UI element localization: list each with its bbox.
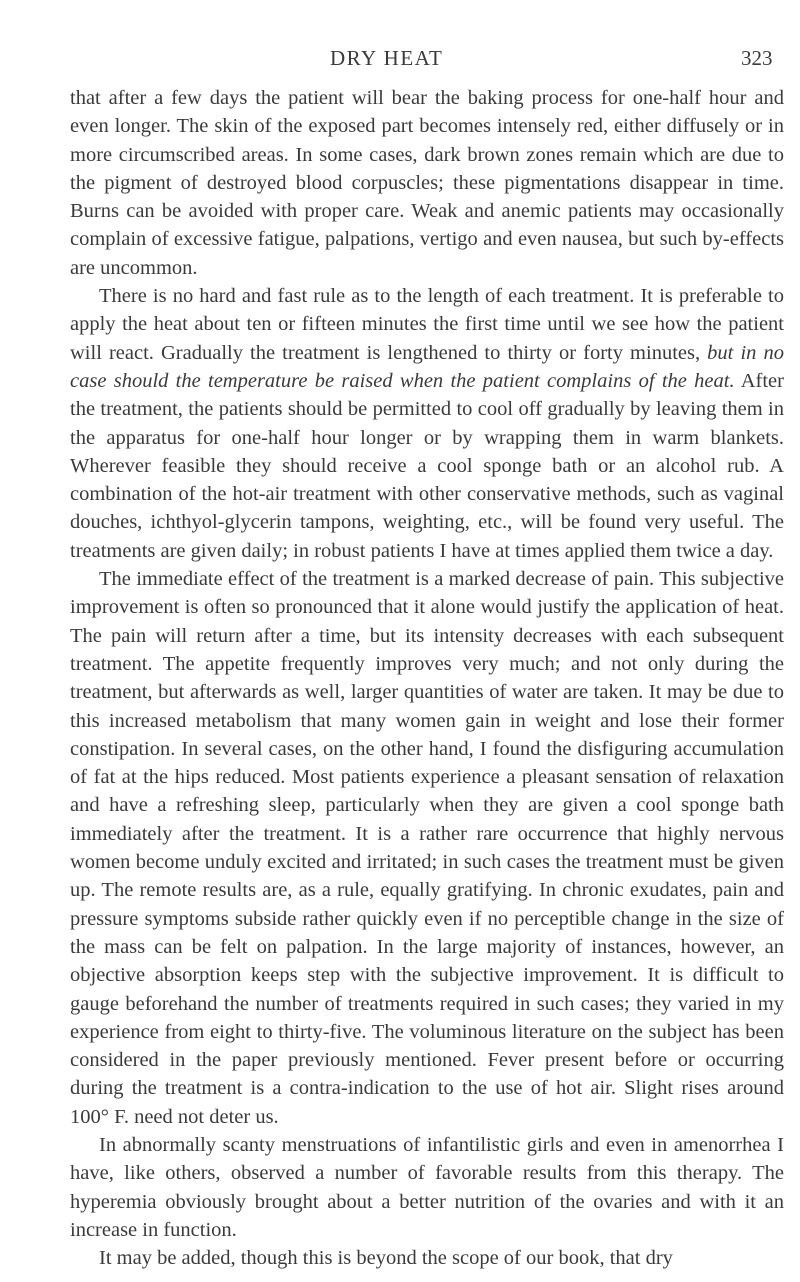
paragraph: It may be added, though this is beyond the scope of our book, that dry (99, 1247, 673, 1270)
paragraph: The immediate effect of the treatment is a marked decrease of pain. This subjective improvement is often so pronounced that it alone would justify the application of heat. The pain will return after a time, but its intensity decreases with each subsequent treatment. The appetite frequently improves very much; and not only during the treatment, but afterwards as well, larger quantities of water are taken. It may be due to this increased metabolism that many women gain in weight and lose their former constipation. In several cases, on the other hand, I found the disfiguring accumulation of fat at the hips reduced. Most patients experience a pleasant sensation of relaxation and have a refreshing sleep, particularly when they are given a cool sponge bath immediately after the treatment. It is a rather rare occurrence that highly nervous women become unduly excited and irritated; in such cases the treatment must be given up. The remote results are, as a rule, equally gratifying. In chronic exudates, pain and pressure symptoms subside rather quickly even if no perceptible change in the size of the mass can be felt on palpation. In the large majority of instances, however, an objective absorption keeps step with the subjective improvement. It is difficult to gauge beforehand the number of treatments required in such cases; they varied in my experience from eight to thirty-five. The voluminous literature on the subject has been considered in the paper previously mentioned. Fever present before or occurring during the treatment is a contra-indication to the use of hot air. Slight rises around 100° F. need not deter us. (70, 568, 784, 1128)
running-head (0, 46, 800, 76)
paragraph: In abnormally scanty menstruations of infantilistic girls and even in amenorrhea I have, like others, observed a number of favorable results from this therapy. The hyperemia obviously brought about a better nutrition of the ovaries and with it an increase in function. (70, 1133, 784, 1241)
italic-emphasis: but in no case should the temperature be raised when the patient complains of the heat. (70, 341, 784, 392)
paragraph (70, 282, 784, 565)
paragraph: that after a few days the patient will bear the baking process for one-half hour and even longer. The skin of the exposed part becomes intensely red, either diffusely or in more circumscribed areas. In some cases, dark brown zones remain which are due to the pigment of destroyed blood corpuscles; these pigmentations disappear in time. Burns can be avoided with proper care. Weak and anemic patients may occasionally complain of excessive fatigue, palpations, vertigo and even nausea, but such by-effects are uncommon. (70, 87, 784, 279)
paragraph-text: There is no hard and fast rule as to the length of each treatment. It is preferable to apply the heat about ten or fifteen minutes the first time until we see how the patient will react. Gradually the treatment is lengthened to thirty or forty minutes, (70, 285, 784, 364)
page-number: 323 (741, 46, 773, 70)
running-head-title: DRY HEAT (330, 46, 444, 70)
body-text (70, 84, 784, 1272)
paragraph-text: After the treatment, the patients should be permitted to cool off gradually by leaving them in the apparatus for one-half hour longer or by wrapping them in warm blankets. Wherever feasible they should receive a cool sponge bath or an alcohol rub. A combination of the hot-air treatment with other conservative methods, such as vaginal douches, ichthyol-glycerin tampons, weighting, etc., will be found very useful. The treatments are given daily; in robust patients I have at times applied them twice a day. (70, 369, 784, 562)
